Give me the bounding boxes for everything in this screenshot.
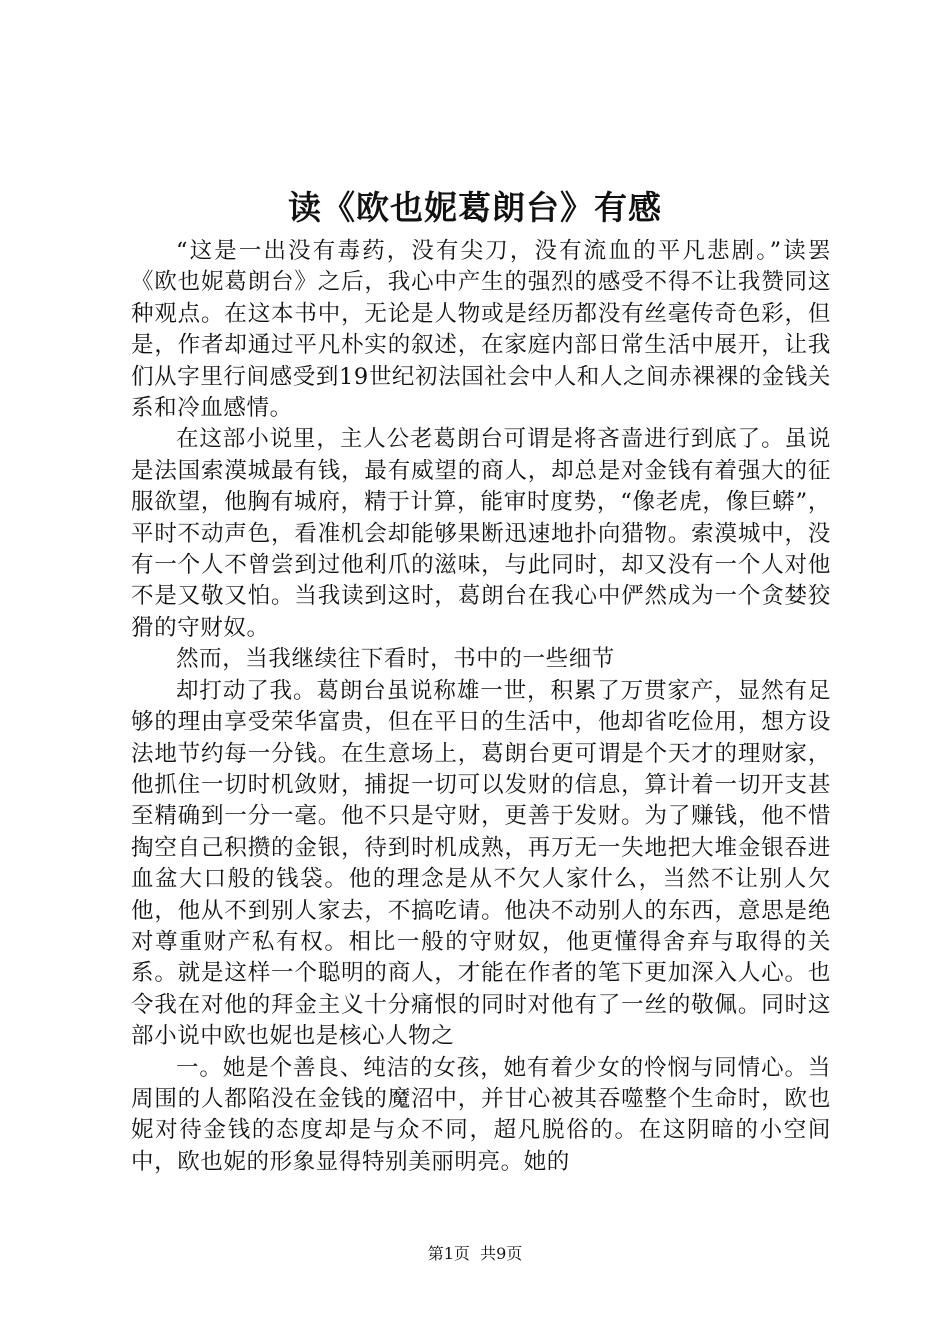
paragraph-5: 一。她是个善良、纯洁的女孩，她有着少女的怜悯与同情心。当周围的人都陷没在金钱的魔沼中，并甘心被其吞噬整个生命时，欧也妮对待金钱的态度却是与众不同，超凡脱俗的。在这阴暗的小空间中，欧也妮的形象显得特别美丽明亮。她的 — [131, 1054, 831, 1175]
page-total: 共9页 — [480, 1244, 523, 1263]
paragraph-2: 在这部小说里，主人公老葛朗台可谓是将吝啬进行到底了。虽说是法国索漠城最有钱，最有威望的商人，却总是对金钱有着强大的征服欲望，他胸有城府，精于计算，能审时度势，“像老虎，像巨蟒”，平时不动声色，看准机会却能够果断迅速地扑向猎物。索漠城中，没有一个人不曾尝到过他利爪的滋味，与此同时，却又没有一个人对他不是又敬又怕。当我读到这时，葛朗台在我心中俨然成为一个贪婪狡猾的守财奴。 — [131, 426, 831, 641]
document-title: 读《欧也妮葛朗台》有感 — [288, 188, 662, 227]
document-body — [131, 236, 831, 1178]
page-footer — [0, 1243, 950, 1265]
page-number: 第1页 — [427, 1244, 470, 1263]
paragraph-3: 然而，当我继续往下看时，书中的一些细节 — [176, 646, 615, 673]
paragraph-4: 却打动了我。葛朗台虽说称雄一世，积累了万贯家产，显然有足够的理由享受荣华富贵，但在平日的生活中，他却省吃俭用，想方设法地节约每一分钱。在生意场上，葛朗台更可谓是个天才的理财家，他抓住一切时机敛财，捕捉一切可以发财的信息，算计着一切开支甚至精确到一分一毫。他不只是守财，更善于发财。为了赚钱，他不惜掏空自己积攒的金银，待到时机成熟，再万无一失地把大堆金银吞进血盆大口般的钱袋。他的理念是从不欠人家什么，当然不让别人欠他，他从不到别人家去，不搞吃请。他决不动别人的东西，意思是绝对尊重财产私有权。相比一般的守财奴，他更懂得舍弃与取得的关系。就是这样一个聪明的商人，才能在作者的笔下更加深入人心。也令我在对他的拜金主义十分痛恨的同时对他有了一丝的敬佩。同时这部小说中欧也妮也是核心人物之 — [131, 677, 831, 1050]
paragraph-1: “这是一出没有毒药，没有尖刀，没有流血的平凡悲剧。”读罢《欧也妮葛朗台》之后，我心中产生的强烈的感受不得不让我赞同这种观点。在这本书中，无论是人物或是经历都没有丝毫传奇色彩，但是，作者却通过平凡朴实的叙述，在家庭内部日常生活中展开，让我们从字里行间感受到19世纪初法国社会中人和人之间赤裸裸的金钱关系和冷血感情。 — [131, 238, 831, 422]
